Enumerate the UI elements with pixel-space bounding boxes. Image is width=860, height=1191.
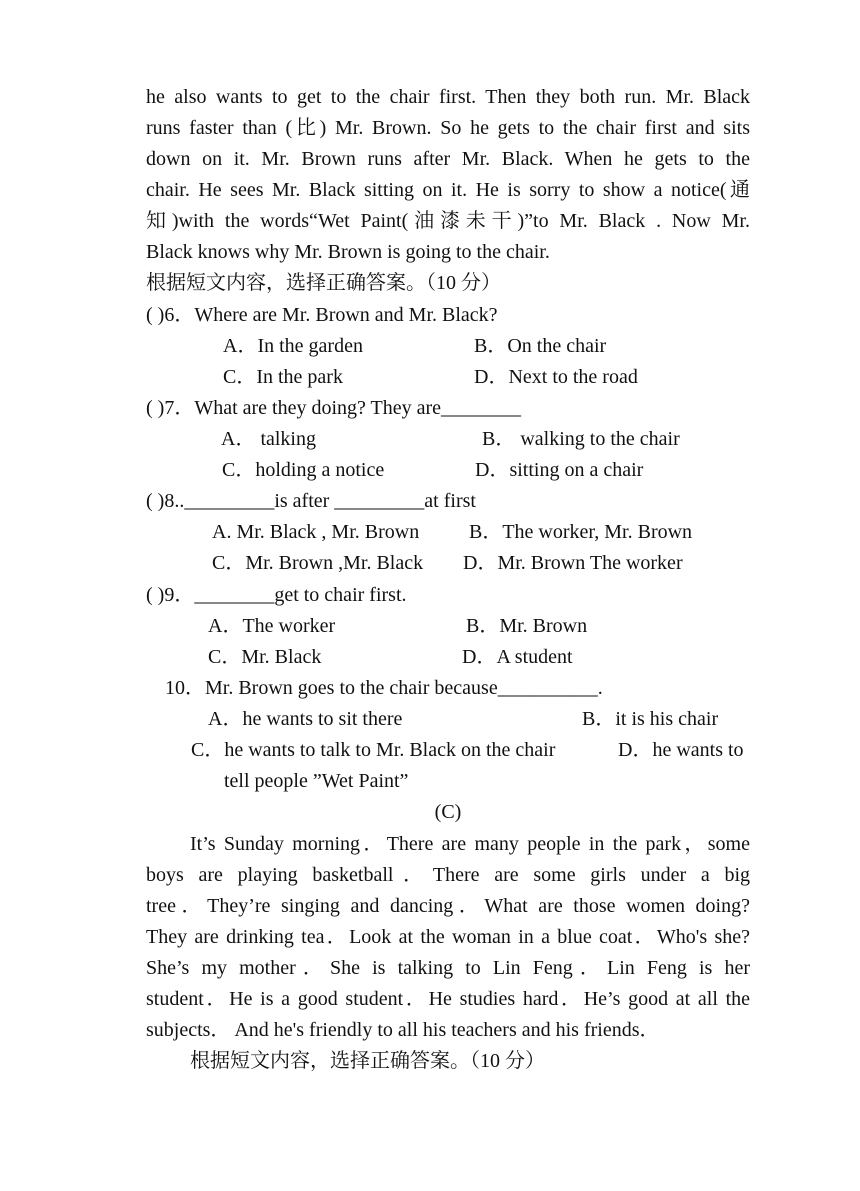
question-7-option-a: A． talking bbox=[221, 428, 316, 450]
question-8-stem: ( )8.._________is after _________at first bbox=[146, 490, 476, 512]
passage-c-line: student．He is a good student．He studies hard．He’s good at all the bbox=[146, 988, 750, 1010]
passage-c-line: She’s my mother．She is talking to Lin Feng．Lin Feng is her bbox=[146, 957, 750, 979]
question-10-stem: 10．Mr. Brown goes to the chair because__________. bbox=[165, 677, 603, 699]
question-10-option-b: B．it is his chair bbox=[582, 708, 719, 730]
question-7-option-c: C．holding a notice bbox=[222, 459, 385, 481]
question-9-option-c: C．Mr. Black bbox=[208, 646, 322, 668]
question-6-option-d: D．Next to the road bbox=[474, 366, 638, 388]
question-6-stem: ( )6．Where are Mr. Brown and Mr. Black? bbox=[146, 304, 498, 326]
passage-b-line: 知)with the words“Wet Paint(油漆未干)”to Mr. Black . Now Mr. bbox=[146, 210, 750, 232]
question-8-option-d: D．Mr. Brown The worker bbox=[463, 552, 683, 574]
section-c-title: (C) bbox=[434, 801, 462, 823]
question-8-option-b: B．The worker, Mr. Brown bbox=[469, 521, 693, 543]
question-9-stem: ( )9．________get to chair first. bbox=[146, 584, 407, 606]
passage-b-line: he also wants to get to the chair first. Then they both run. Mr. Black bbox=[146, 86, 750, 108]
question-7-option-b: B． walking to the chair bbox=[482, 428, 680, 450]
passage-b-line: runs faster than (比) Mr. Brown. So he gets to the chair first and sits bbox=[146, 117, 750, 139]
question-9-option-d: D．A student bbox=[462, 646, 573, 668]
question-10-option-d-continued: tell people ”Wet Paint” bbox=[224, 770, 409, 792]
passage-b-line: down on it. Mr. Brown runs after Mr. Black. When he gets to the bbox=[146, 148, 750, 170]
question-8-option-c: C．Mr. Brown ,Mr. Black bbox=[212, 552, 424, 574]
question-8-option-a: A. Mr. Black , Mr. Brown bbox=[212, 521, 420, 543]
passage-b-line: Black knows why Mr. Brown is going to the chair. bbox=[146, 241, 550, 263]
question-7-option-d: D．sitting on a chair bbox=[475, 459, 644, 481]
instruction-b: 根据短文内容，选择正确答案。（10 分） bbox=[146, 272, 501, 294]
passage-c-line: It’s Sunday morning．There are many people in the park，some bbox=[190, 833, 750, 855]
question-10-option-c: C．he wants to talk to Mr. Black on the chair bbox=[191, 739, 556, 761]
question-7-stem: ( )7．What are they doing? They are________ bbox=[146, 397, 522, 419]
passage-c-line: boys are playing basketball．There are some girls under a big bbox=[146, 864, 750, 886]
question-6-option-a: A．In the garden bbox=[223, 335, 363, 357]
passage-c-line: They are drinking tea．Look at the woman in a blue coat．Who's she? bbox=[146, 926, 750, 948]
question-10-option-d: D．he wants to bbox=[618, 739, 744, 761]
question-10-option-a: A．he wants to sit there bbox=[208, 708, 403, 730]
passage-c-line: subjects． And he's friendly to all his teachers and his friends． bbox=[146, 1019, 660, 1041]
instruction-c: 根据短文内容，选择正确答案。（10 分） bbox=[190, 1050, 545, 1072]
question-9-option-a: A．The worker bbox=[208, 615, 336, 637]
question-6-option-c: C．In the park bbox=[223, 366, 343, 388]
question-9-option-b: B．Mr. Brown bbox=[466, 615, 588, 637]
question-6-option-b: B．On the chair bbox=[474, 335, 607, 357]
passage-b-line: chair. He sees Mr. Black sitting on it. He is sorry to show a notice(通 bbox=[146, 179, 750, 201]
passage-c-line: tree．They’re singing and dancing．What are those women doing? bbox=[146, 895, 750, 917]
